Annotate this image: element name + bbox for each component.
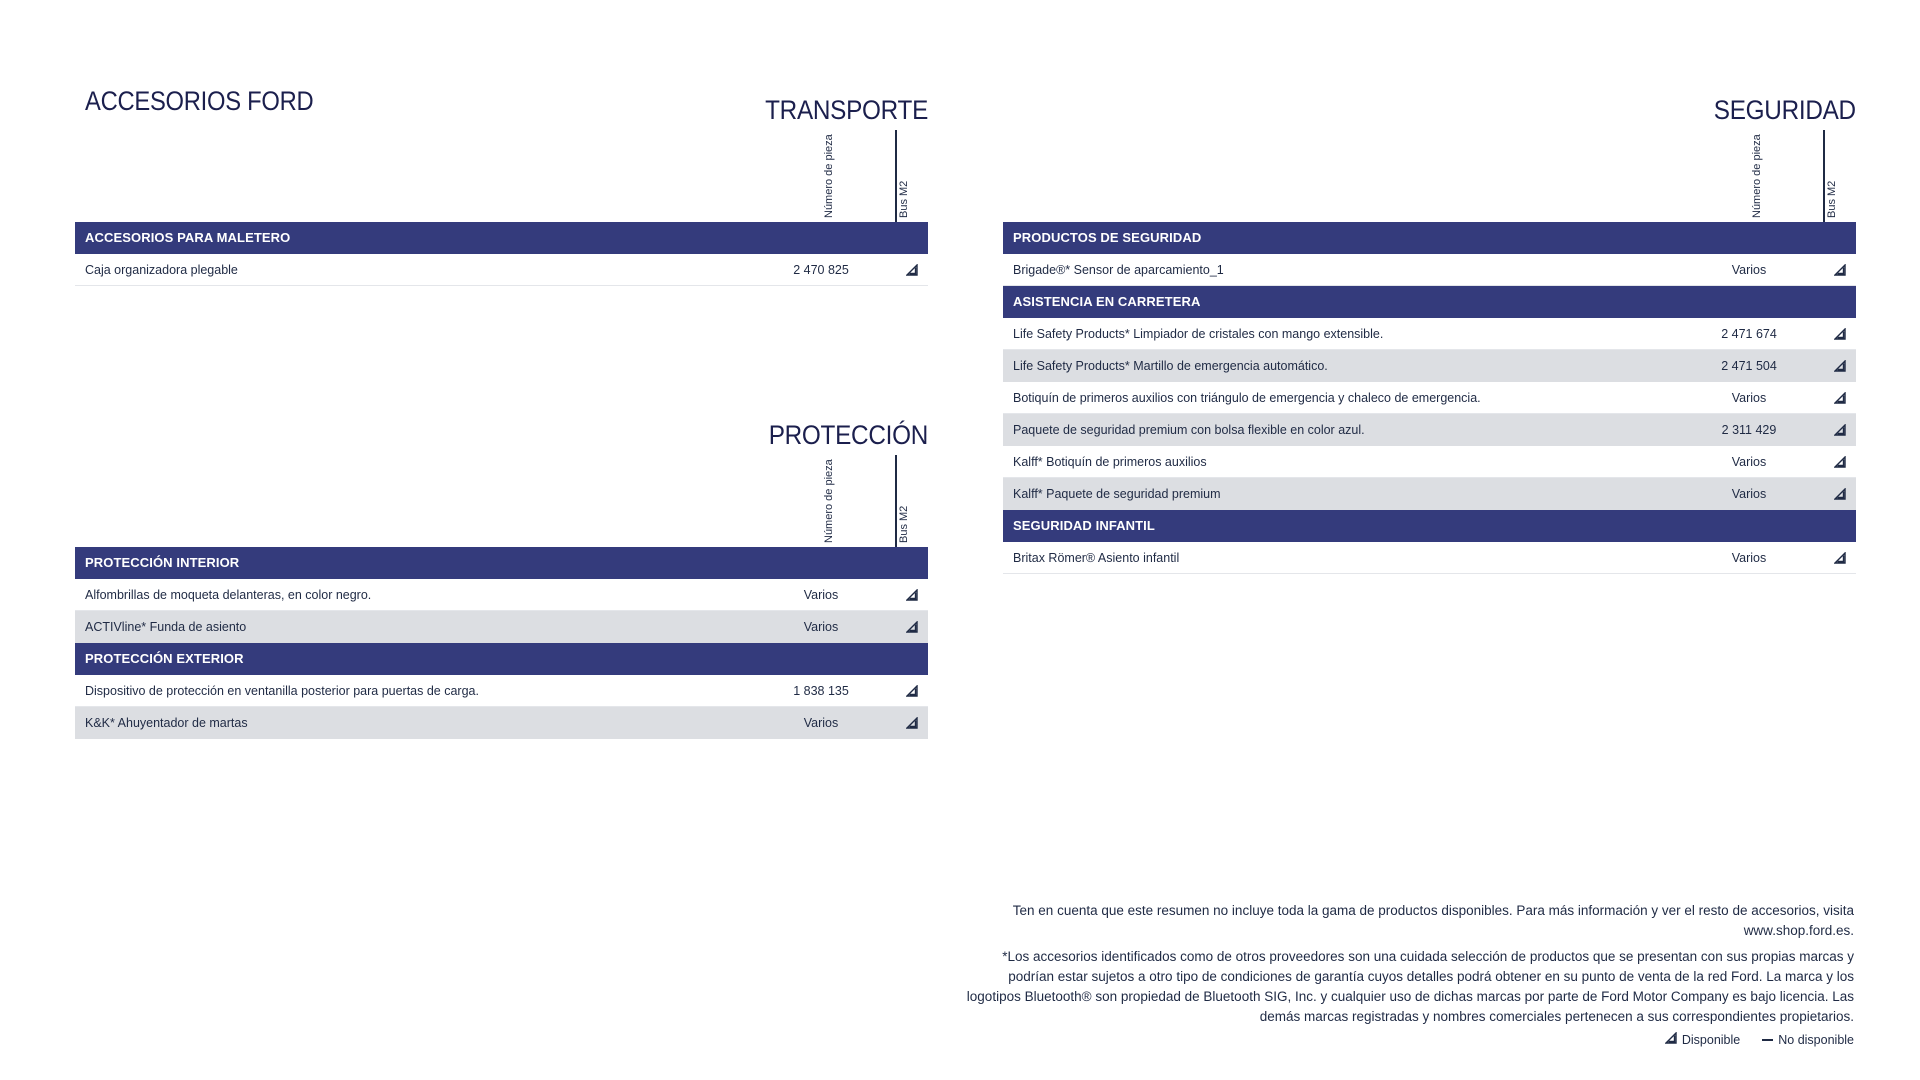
column-header-bus: Bus M2 [898,180,910,218]
available-icon [1834,414,1848,446]
product-name: ACTIVline* Funda de asiento [85,620,247,634]
panel-transporte [75,90,928,286]
panel-proteccion [75,415,928,739]
available-icon [1834,254,1848,286]
legend-available [1665,1032,1740,1047]
available-icon [906,611,920,643]
section-title-transporte: TRANSPORTE [765,95,928,125]
available-icon [906,254,920,286]
column-headers [1003,130,1856,222]
part-number: Varios [1731,455,1767,469]
available-icon [906,579,920,611]
column-header-part-number: Número de pieza [823,134,835,218]
available-icon [1834,542,1848,574]
panel-seguridad [1003,90,1856,574]
part-number: 2 311 429 [1721,423,1777,437]
legend-available-label: Disponible [1681,1032,1741,1047]
part-number: Varios [1731,263,1767,277]
available-icon [1834,350,1848,382]
part-number: 2 470 825 [793,263,849,277]
available-icon [906,707,920,739]
product-name: Kalff* Paquete de seguridad premium [1013,487,1221,501]
available-icon [1834,446,1848,478]
table-row [1003,542,1856,574]
column-divider [1823,130,1825,222]
table-row [1003,382,1856,414]
note-summary: Ten en cuenta que este resumen no incluye toda la gama de productos disponibles. Para más información y ver el resto de accesorios, visita www.shop.ford.es. [1012,903,1854,938]
product-name: Life Safety Products* Limpiador de cristales con mango extensible. [1013,327,1384,341]
product-name: Botiquín de primeros auxilios con triángulo de emergencia y chaleco de emergencia. [1013,391,1481,405]
product-name: Life Safety Products* Martillo de emergencia automático. [1013,359,1328,373]
table-row [75,254,928,286]
part-number: Varios [1731,551,1767,565]
part-number: Varios [803,716,839,730]
part-number: Varios [1731,487,1767,501]
table-row [75,579,928,611]
product-name: Brigade®* Sensor de aparcamiento_1 [1013,263,1224,277]
section-title-seguridad: SEGURIDAD [1713,95,1856,125]
product-name: Britax Römer® Asiento infantil [1013,551,1180,565]
available-icon [1665,1032,1677,1047]
part-number: Varios [803,620,839,634]
table-row [1003,254,1856,286]
table-row [75,611,928,643]
table-row [75,675,928,707]
column-headers [75,130,928,222]
category-header: ASISTENCIA EN CARRETERA [1003,286,1856,318]
column-divider [895,455,897,547]
available-icon [906,675,920,707]
part-number: Varios [803,588,839,602]
product-name: Alfombrillas de moqueta delanteras, en color negro. [85,588,372,602]
table-row [1003,446,1856,478]
legend-unavailable-label: No disponible [1778,1032,1854,1047]
available-icon [1834,382,1848,414]
category-header: ACCESORIOS PARA MALETERO [75,222,928,254]
product-name: Paquete de seguridad premium con bolsa flexible en color azul. [1013,423,1365,437]
available-icon [1834,318,1848,350]
footnotes [954,901,1854,1033]
section-title-proteccion: PROTECCIÓN [768,420,928,450]
table-row [1003,414,1856,446]
column-header-part-number: Número de pieza [1751,134,1763,218]
category-header: PROTECCIÓN INTERIOR [75,547,928,579]
part-number: 2 471 504 [1721,359,1777,373]
table-row [1003,350,1856,382]
column-headers [75,455,928,547]
table-row [1003,478,1856,510]
part-number: 1 838 135 [793,684,849,698]
product-name: Kalff* Botiquín de primeros auxilios [1013,455,1207,469]
note-disclaimer: *Los accesorios identificados como de otros proveedores son una cuidada selección de productos que se presentan con sus propias marcas y podrían estar sujetos a otro tipo de condiciones de garantía cuyos detalles podrá obtener en su punto de venta de la red Ford. La marca y los logotipos Bluetooth® son propiedad de Bluetooth SIG, Inc. y cualquier uso de dichas marcas por parte de Ford Motor Company es bajo licencia. Las demás marcas registradas y nombres comerciales pertenecen a sus correspondientes propietarios. [966,949,1854,1024]
table-row [1003,318,1856,350]
part-number: 2 471 674 [1721,327,1777,341]
product-name: Caja organizadora plegable [85,263,238,277]
legend-unavailable [1762,1033,1854,1047]
category-header: PRODUCTOS DE SEGURIDAD [1003,222,1856,254]
product-name: Dispositivo de protección en ventanilla posterior para puertas de carga. [85,684,479,698]
brand-title: ACCESORIOS FORD [85,86,314,116]
table-row [75,707,928,739]
legend [1665,1032,1854,1047]
column-header-part-number: Número de pieza [823,459,835,543]
category-header: PROTECCIÓN EXTERIOR [75,643,928,675]
column-header-bus: Bus M2 [1826,180,1838,218]
category-header: SEGURIDAD INFANTIL [1003,510,1856,542]
product-name: K&K* Ahuyentador de martas [85,716,248,730]
available-icon [1834,478,1848,510]
column-header-bus: Bus M2 [898,505,910,543]
column-divider [895,130,897,222]
part-number: Varios [1731,391,1767,405]
unavailable-icon [1762,1039,1773,1041]
